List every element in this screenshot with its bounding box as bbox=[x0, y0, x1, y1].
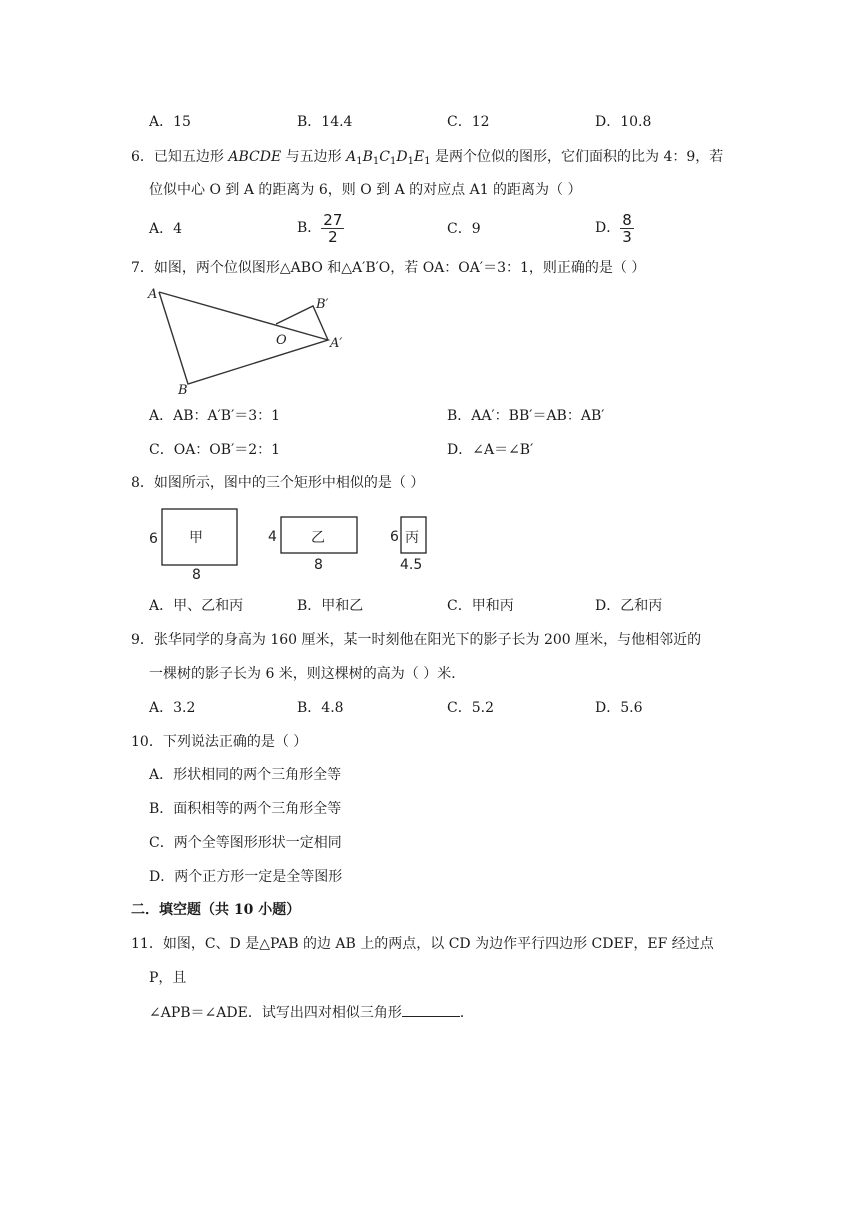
q8-yi-height: 4 bbox=[268, 529, 277, 545]
q9-option-b: B．4.8 bbox=[297, 700, 344, 716]
q5-option-c: C．12 bbox=[447, 114, 490, 130]
q8-figure bbox=[145, 503, 445, 583]
q7-label-o: O bbox=[276, 333, 287, 348]
q7-option-d: D．∠A＝∠B′ bbox=[447, 442, 534, 458]
q9-stem-line1: 9．张华同学的身高为 160 厘米，某一时刻他在阳光下的影子长为 200 厘米，与他相邻近的 bbox=[131, 632, 702, 648]
q10-option-d: D．两个正方形一定是全等图形 bbox=[149, 869, 343, 885]
q7-stem: 7．如图，两个位似图形△ABO 和△A′B′O，若 OA：OA′＝3：1，则正确的是（ ） bbox=[131, 260, 646, 276]
q9-stem-line2: 一棵树的影子长为 6 米，则这棵树的高为（ ）米． bbox=[149, 666, 466, 682]
q7-option-b: B．AA′：BB′＝AB：AB′ bbox=[447, 408, 605, 424]
q10-option-c: C．两个全等图形形状一定相同 bbox=[149, 835, 342, 851]
q8-option-a: A．甲、乙和丙 bbox=[149, 598, 244, 614]
q7-option-c: C．OA：OB′＝2：1 bbox=[149, 442, 281, 458]
q8-yi-width: 8 bbox=[314, 557, 323, 573]
q7-label-bprime: B′ bbox=[316, 297, 329, 312]
q11-stem-line1: 11．如图，C、D 是△PAB 的边 AB 上的两点，以 CD 为边作平行四边形 CDEF，EF 经过点 bbox=[131, 936, 714, 952]
q7-triangle-abo bbox=[159, 292, 328, 384]
q7-figure bbox=[145, 284, 350, 396]
q8-bing-name: 丙 bbox=[405, 530, 419, 546]
q10-stem: 10．下列说法正确的是（ ） bbox=[131, 734, 308, 750]
q10-option-b: B．面积相等的两个三角形全等 bbox=[149, 801, 342, 817]
q8-option-b: B．甲和乙 bbox=[297, 598, 364, 614]
q5-option-d: D．10.8 bbox=[595, 114, 652, 130]
q7-option-a: A．AB：A′B′＝3：1 bbox=[149, 408, 281, 424]
q7-label-aprime: A′ bbox=[330, 336, 343, 351]
q9-option-a: A．3.2 bbox=[149, 700, 196, 716]
q6-stem-line1: 6．已知五边形 ABCDE 与五边形 $A_1B_1C_1D_1E_1$ 是两个位似的图形，它们面积的比为 4：9，若 bbox=[131, 149, 724, 167]
q10-option-a: A．形状相同的两个三角形全等 bbox=[149, 767, 342, 783]
q6-option-b-fraction: $\frac{27}{2}$ bbox=[323, 210, 343, 246]
q8-bing-height: 6 bbox=[390, 529, 399, 545]
section-fill-in-title: 二．填空题（共 10 小题） bbox=[131, 902, 301, 918]
q8-jia-name: 甲 bbox=[189, 530, 203, 546]
q8-jia-width: 8 bbox=[192, 567, 201, 583]
q8-jia-height: 6 bbox=[149, 531, 158, 547]
q6-stem-line2: 位似中心 O 到 A 的距离为 6，则 O 到 A 的对应点 A1 的距离为（ ） bbox=[149, 182, 582, 198]
q9-option-d: D．5.6 bbox=[595, 700, 643, 716]
q9-option-c: C．5.2 bbox=[447, 700, 494, 716]
q8-option-c: C．甲和丙 bbox=[447, 598, 514, 614]
q8-bing-width: 4.5 bbox=[400, 557, 423, 573]
q7-label-a: A bbox=[148, 287, 158, 302]
q5-option-b: B．14.4 bbox=[297, 114, 353, 130]
q6-option-d: D． $\frac{8}{3}$ bbox=[595, 210, 632, 246]
q6-option-d-fraction: $\frac{8}{3}$ bbox=[622, 210, 632, 246]
q8-option-d: D．乙和丙 bbox=[595, 598, 663, 614]
q5-option-a: A．15 bbox=[149, 114, 191, 130]
q6-option-a: A．4 bbox=[149, 221, 183, 237]
q11-stem-line3: ∠APB＝∠ADE．试写出四对相似三角形 ． bbox=[149, 1002, 474, 1023]
q8-yi-name: 乙 bbox=[311, 530, 325, 546]
q8-stem: 8．如图所示，图中的三个矩形中相似的是（ ） bbox=[131, 475, 425, 491]
q6-option-b: B． $\frac{27}{2}$ bbox=[297, 210, 343, 246]
q11-stem-line2: P，且 bbox=[149, 970, 187, 986]
q7-label-b: B bbox=[178, 383, 188, 396]
q6-option-c: C．9 bbox=[447, 221, 481, 237]
q11-answer-blank bbox=[402, 1002, 460, 1017]
